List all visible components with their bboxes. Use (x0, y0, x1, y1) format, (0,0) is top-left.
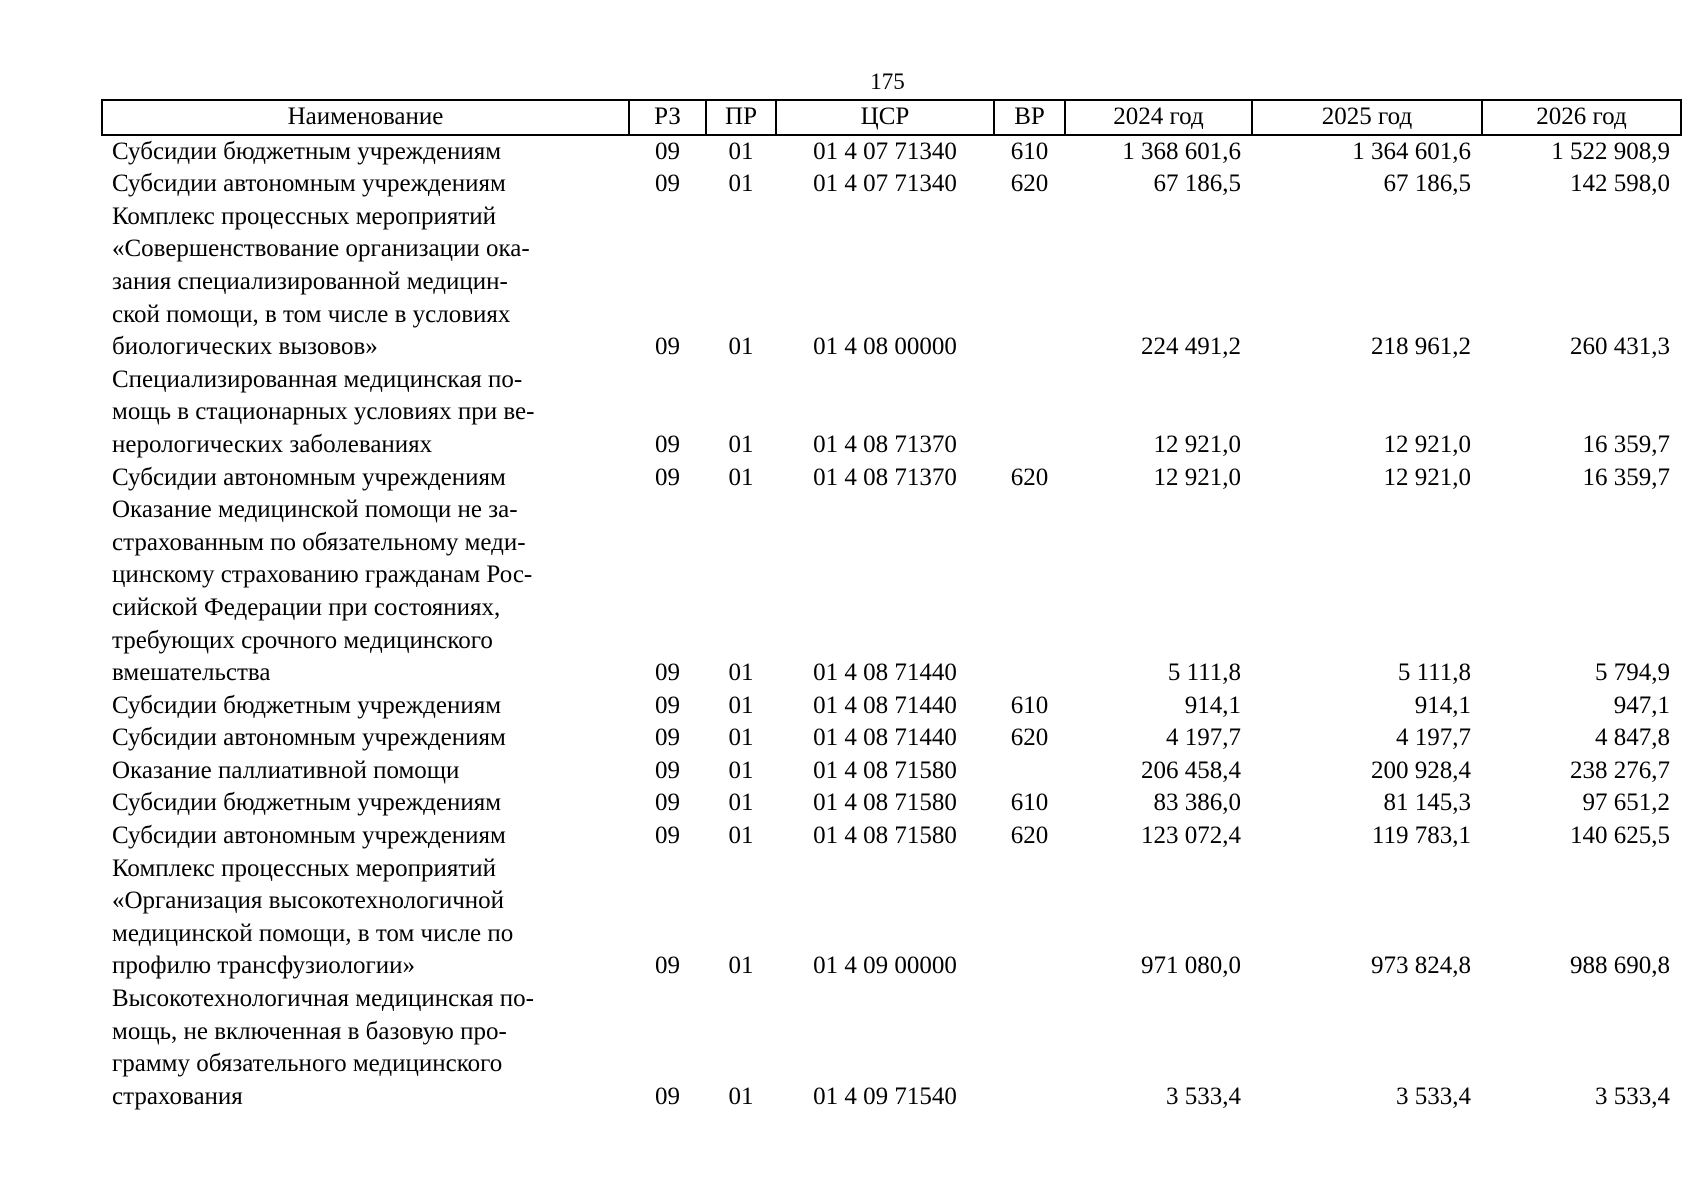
cell-2024: 224 491,2 (1141, 333, 1241, 361)
cell-2024: 83 386,0 (1153, 789, 1241, 817)
cell-csr: 01 4 08 71440 (813, 724, 957, 752)
table-row (102, 168, 1681, 201)
cell-vr (994, 983, 1065, 1113)
budget-table (101, 99, 1682, 1113)
cell-2025: 5 111,8 (1397, 659, 1471, 687)
cell-csr: 01 4 09 00000 (813, 952, 957, 980)
table-row (102, 462, 1681, 495)
cell-name: Высокотехнологичная медицинская по- мощь, не включенная в базовую про- грамму обязательного медицинского страхования (112, 985, 534, 1110)
cell-2025: 914,1 (1414, 691, 1471, 719)
cell-2024: 12 921,0 (1153, 430, 1241, 458)
cell-name: Субсидии автономным учреждениям (112, 170, 506, 198)
column-header-name: Наименование (102, 100, 629, 135)
cell-vr: 610 (1010, 137, 1049, 165)
cell-pr: 01 (728, 333, 754, 361)
cell-name: Комплекс процессных мероприятий «Совершенствование организации ока- зания специализированной медицин- ской помощи, в том числе в условиях биологических вызовов» (112, 202, 530, 361)
cell-vr (994, 755, 1065, 788)
table-row (102, 787, 1681, 820)
cell-2025: 67 186,5 (1383, 170, 1471, 198)
cell-vr (994, 364, 1065, 462)
cell-name: Субсидии бюджетным учреждениям (112, 137, 502, 165)
cell-pr: 01 (728, 822, 754, 850)
table-row (102, 364, 1681, 462)
table-body (102, 135, 1681, 1114)
cell-name: Субсидии бюджетным учреждениям (112, 691, 502, 719)
cell-csr: 01 4 08 71370 (813, 430, 957, 458)
column-header-rz: РЗ (629, 100, 706, 135)
cell-pr: 01 (728, 691, 754, 719)
cell-rz: 09 (655, 756, 680, 784)
table-row (102, 853, 1681, 983)
cell-2025: 1 364 601,6 (1352, 137, 1471, 165)
cell-2025: 12 921,0 (1383, 430, 1471, 458)
cell-2024: 3 533,4 (1166, 1082, 1241, 1110)
cell-pr: 01 (728, 430, 754, 458)
cell-2024: 971 080,0 (1141, 952, 1241, 980)
cell-2025: 218 961,2 (1371, 333, 1471, 361)
cell-name: Комплекс процессных мероприятий «Организация высокотехнологичной медицинской помощи, в том числе по профилю трансфузиологии» (112, 854, 514, 980)
cell-2026: 988 690,8 (1570, 952, 1670, 980)
column-header-vr: ВР (994, 100, 1065, 135)
cell-2025: 119 783,1 (1371, 822, 1471, 850)
cell-csr: 01 4 07 71340 (813, 170, 957, 198)
cell-csr: 01 4 08 71580 (813, 789, 957, 817)
cell-2024: 1 368 601,6 (1122, 137, 1241, 165)
cell-2026: 3 533,4 (1595, 1082, 1670, 1110)
cell-csr: 01 4 08 71440 (813, 659, 957, 687)
cell-rz: 09 (655, 333, 680, 361)
header-row (102, 100, 1681, 135)
cell-name: Субсидии бюджетным учреждениям (112, 789, 502, 817)
cell-2026: 97 651,2 (1582, 789, 1670, 817)
cell-rz: 09 (655, 952, 680, 980)
column-header-csr: ЦСР (776, 100, 994, 135)
table-row (102, 690, 1681, 723)
cell-rz: 09 (655, 724, 680, 752)
cell-name: Оказание медицинской помощи не за- страхованным по обязательному меди- цинскому страхованию гражданам Рос- сийской Федерации при состояниях, требующих срочного медицинского вмешательства (112, 496, 533, 687)
cell-vr: 620 (1010, 822, 1049, 850)
column-header-2025: 2025 год (1252, 100, 1482, 135)
cell-2025: 973 824,8 (1371, 952, 1471, 980)
cell-2026: 16 359,7 (1582, 430, 1670, 458)
column-header-pr: ПР (706, 100, 776, 135)
cell-2025: 4 197,7 (1396, 724, 1471, 752)
cell-csr: 01 4 07 71340 (813, 137, 957, 165)
cell-pr: 01 (728, 659, 754, 687)
cell-pr: 01 (728, 1082, 754, 1110)
cell-csr: 01 4 08 71370 (813, 463, 957, 491)
cell-csr: 01 4 08 71440 (813, 691, 957, 719)
cell-2025: 3 533,4 (1396, 1082, 1471, 1110)
cell-rz: 09 (655, 430, 680, 458)
cell-name: Субсидии автономным учреждениям (112, 822, 506, 850)
cell-vr: 620 (1010, 463, 1049, 491)
cell-rz: 09 (655, 789, 680, 817)
table-row (102, 201, 1681, 364)
cell-2024: 5 111,8 (1167, 659, 1241, 687)
cell-name: Субсидии автономным учреждениям (112, 463, 506, 491)
cell-2026: 1 522 908,9 (1551, 137, 1670, 165)
cell-vr: 620 (1010, 724, 1049, 752)
cell-rz: 09 (655, 822, 680, 850)
cell-csr: 01 4 08 00000 (813, 333, 957, 361)
cell-pr: 01 (728, 756, 754, 784)
cell-2026: 16 359,7 (1582, 463, 1670, 491)
cell-rz: 09 (655, 659, 680, 687)
cell-2025: 200 928,4 (1371, 756, 1471, 784)
cell-2024: 914,1 (1184, 691, 1241, 719)
cell-rz: 09 (655, 170, 680, 198)
cell-vr: 610 (1010, 789, 1049, 817)
cell-pr: 01 (728, 170, 754, 198)
cell-csr: 01 4 08 71580 (813, 756, 957, 784)
cell-name: Специализированная медицинская по- мощь в стационарных условиях при ве- нерологических заболеваниях (112, 365, 535, 458)
cell-pr: 01 (728, 789, 754, 817)
table-row (102, 135, 1681, 169)
cell-2024: 206 458,4 (1141, 756, 1241, 784)
cell-vr: 620 (1010, 170, 1049, 198)
column-header-2026: 2026 год (1482, 100, 1681, 135)
cell-2025: 81 145,3 (1383, 789, 1471, 817)
cell-name: Субсидии автономным учреждениям (112, 724, 506, 752)
table-row (102, 820, 1681, 853)
cell-2026: 238 276,7 (1570, 756, 1670, 784)
cell-vr (994, 494, 1065, 690)
cell-csr: 01 4 08 71580 (813, 822, 957, 850)
cell-2024: 12 921,0 (1153, 463, 1241, 491)
cell-pr: 01 (728, 724, 754, 752)
cell-2024: 123 072,4 (1141, 822, 1241, 850)
cell-2024: 4 197,7 (1166, 724, 1241, 752)
cell-csr: 01 4 09 71540 (813, 1082, 957, 1110)
cell-2024: 67 186,5 (1153, 170, 1241, 198)
cell-pr: 01 (728, 952, 754, 980)
cell-2026: 260 431,3 (1570, 333, 1670, 361)
cell-rz: 09 (655, 137, 680, 165)
cell-2025: 12 921,0 (1383, 463, 1471, 491)
column-header-2024: 2024 год (1065, 100, 1252, 135)
table-row (102, 755, 1681, 788)
cell-2026: 4 847,8 (1595, 724, 1670, 752)
cell-pr: 01 (728, 463, 754, 491)
cell-2026: 947,1 (1613, 691, 1670, 719)
cell-2026: 5 794,9 (1595, 659, 1670, 687)
cell-2026: 142 598,0 (1570, 170, 1670, 198)
table-row (102, 494, 1681, 690)
page-number: 175 (870, 69, 905, 94)
cell-vr: 610 (1010, 691, 1049, 719)
cell-rz: 09 (655, 1082, 680, 1110)
cell-pr: 01 (728, 137, 754, 165)
cell-rz: 09 (655, 691, 680, 719)
cell-rz: 09 (655, 463, 680, 491)
table-row (102, 722, 1681, 755)
cell-2026: 140 625,5 (1570, 822, 1670, 850)
cell-vr (994, 853, 1065, 983)
cell-name: Оказание паллиативной помощи (112, 756, 460, 784)
cell-vr (994, 201, 1065, 364)
table-row (102, 983, 1681, 1113)
